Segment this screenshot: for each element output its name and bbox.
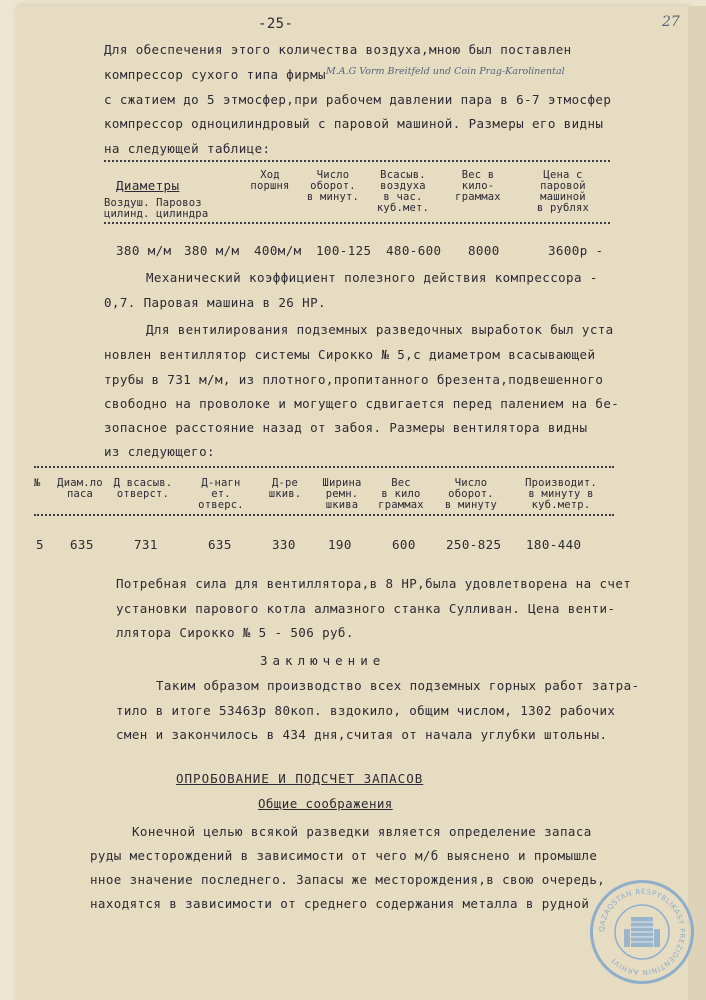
para5-line-2: тило в итоге 53463р 80коп. вздокило, общим числом, 1302 рабочих: [116, 703, 616, 718]
table1-header-weight: Вес в кило- граммах: [455, 169, 501, 203]
table2-header-no: №: [34, 477, 41, 489]
page-number: -25-: [258, 16, 294, 32]
table1-bottom-rule: [104, 222, 610, 224]
table2-header-weight: Вес в кило граммах: [378, 477, 424, 511]
table1-header-rpm: Число оборот. в минут.: [306, 169, 360, 203]
table1-top-rule: [104, 160, 610, 162]
firm-handwritten: M.A.G Vorm Breitfeld und Coin Prag-Karolinental: [326, 66, 565, 77]
para2-line-1: Механический коэффициент полезного действия компрессора -: [146, 270, 598, 285]
section-subtitle: Общие соображения: [258, 796, 393, 811]
para1-line-4: компрессор одноцилиндровый с паровой машиной. Размеры его видны: [104, 116, 604, 131]
table2-header-blade: Диам.ло паса: [57, 477, 103, 500]
table1-header-stroke: Ход поршня: [250, 169, 290, 192]
para4-line-3: ллятора Сирокко № 5 - 506 руб.: [116, 625, 354, 640]
table2-header-width: Ширина ремн. шкива: [322, 477, 362, 511]
section-title: ОПРОБОВАНИЕ И ПОДСЧЕТ ЗАПАСОВ: [176, 771, 424, 786]
table2-header-outlet: Д-нагн ет. отверс.: [198, 477, 244, 511]
para4-line-2: установки парового котла алмазного станка Сулливан. Цена венти-: [116, 601, 616, 616]
table1-header-price: Цена с паровой машиной в рублях: [536, 169, 590, 214]
para3-line-4: свободно на проволоке и могущего сдвигается перед палением на бе-: [104, 396, 620, 411]
para3-line-6: из следующего:: [104, 444, 215, 459]
table1-cell-steam-cyl: 380 м/м: [184, 243, 240, 258]
table2-cell-outlet: 635: [208, 537, 232, 552]
table2-header-output: Производит. в минуту в куб.метр.: [525, 477, 597, 511]
table2-header-pulley: Д-ре шкив.: [268, 477, 302, 500]
table1-cell-weight: 8000: [468, 243, 500, 258]
para5-line-3: смен и закончилось в 434 дня,считая от начала углубки штольны.: [116, 727, 608, 742]
para6-line-4: находятся в зависимости от среднего содержания металла в рудной: [90, 896, 590, 911]
table2-cell-output: 180-440: [526, 537, 582, 552]
table1-header-diam: Диаметры: [116, 178, 180, 193]
para1-line-2: компрессор сухого типа фирмы: [104, 67, 326, 82]
para3-line-5: зопасное расстояние назад от забоя. Размеры вентилятора видны: [104, 420, 588, 435]
para6-line-1: Конечной целью всякой разведки является определение запаса: [132, 824, 592, 839]
conclusion-title: Заключение: [260, 653, 386, 668]
table1-cell-rpm: 100-125: [316, 243, 372, 258]
table1-cell-stroke: 400м/м: [254, 243, 302, 258]
para3-line-3: трубы в 731 м/м, из плотного,пропитанного брезента,подвешенного: [104, 372, 604, 387]
table1-header-diam-sub: Воздуш. Паровоз цилинд. цилиндра: [104, 197, 209, 220]
table1-cell-price: 3600р -: [548, 243, 604, 258]
table2-cell-rpm: 250-825: [446, 537, 502, 552]
table1-cell-air-cyl: 380 м/м: [116, 243, 172, 258]
table2-top-rule: [34, 466, 614, 468]
para3-line-2: новлен вентиллятор системы Сирокко № 5,с диаметром всасывающей: [104, 347, 596, 362]
corner-mark: 27: [662, 14, 680, 30]
table2-cell-pulley: 330: [272, 537, 296, 552]
table2-cell-width: 190: [328, 537, 352, 552]
para4-line-1: Потребная сила для вентиллятора,в 8 HP,была удовлетворена на счет: [116, 576, 632, 591]
table2-cell-no: 5: [36, 537, 44, 552]
table2-header-rpm: Число оборот. в минуту: [444, 477, 498, 511]
para5-line-1: Таким образом производство всех подземных горных работ затра-: [156, 678, 640, 693]
table2-bottom-rule: [34, 514, 614, 516]
stamp-text: QAZAQSTAN RESPYBLIKASY PREZIDENTININ ARHIVI: [596, 886, 688, 978]
para1-line-3: с сжатием до 5 этмосфер,при рабочем давлении пара в 6-7 этмосфер: [104, 92, 612, 107]
page-edge: [688, 6, 706, 1000]
para3-line-1: Для вентилирования подземных разведочных выработок был уста: [146, 322, 614, 337]
para2-line-2: 0,7. Паровая машина в 26 HP.: [104, 295, 326, 310]
para6-line-3: нное значение последнего. Запасы же месторождения,в свою очередь,: [90, 872, 606, 887]
para1-line-5: на следующей таблице:: [104, 141, 271, 156]
table2-cell-inlet: 731: [134, 537, 158, 552]
archive-stamp: [590, 880, 694, 984]
archive-stamp-graphic: [593, 883, 691, 981]
table2-cell-weight: 600: [392, 537, 416, 552]
table2-header-inlet: Д всасыв. отверст.: [113, 477, 173, 500]
para6-line-2: руды месторождений в зависимости от чего м/б выяснено и промышле: [90, 848, 598, 863]
para1-line-1: Для обеспечения этого количества воздуха,мною был поставлен: [104, 42, 572, 57]
table2-cell-blade: 635: [70, 537, 94, 552]
table1-header-air: Всасыв. воздуха в час. куб.мет.: [376, 169, 430, 214]
table1-cell-air: 480-600: [386, 243, 442, 258]
